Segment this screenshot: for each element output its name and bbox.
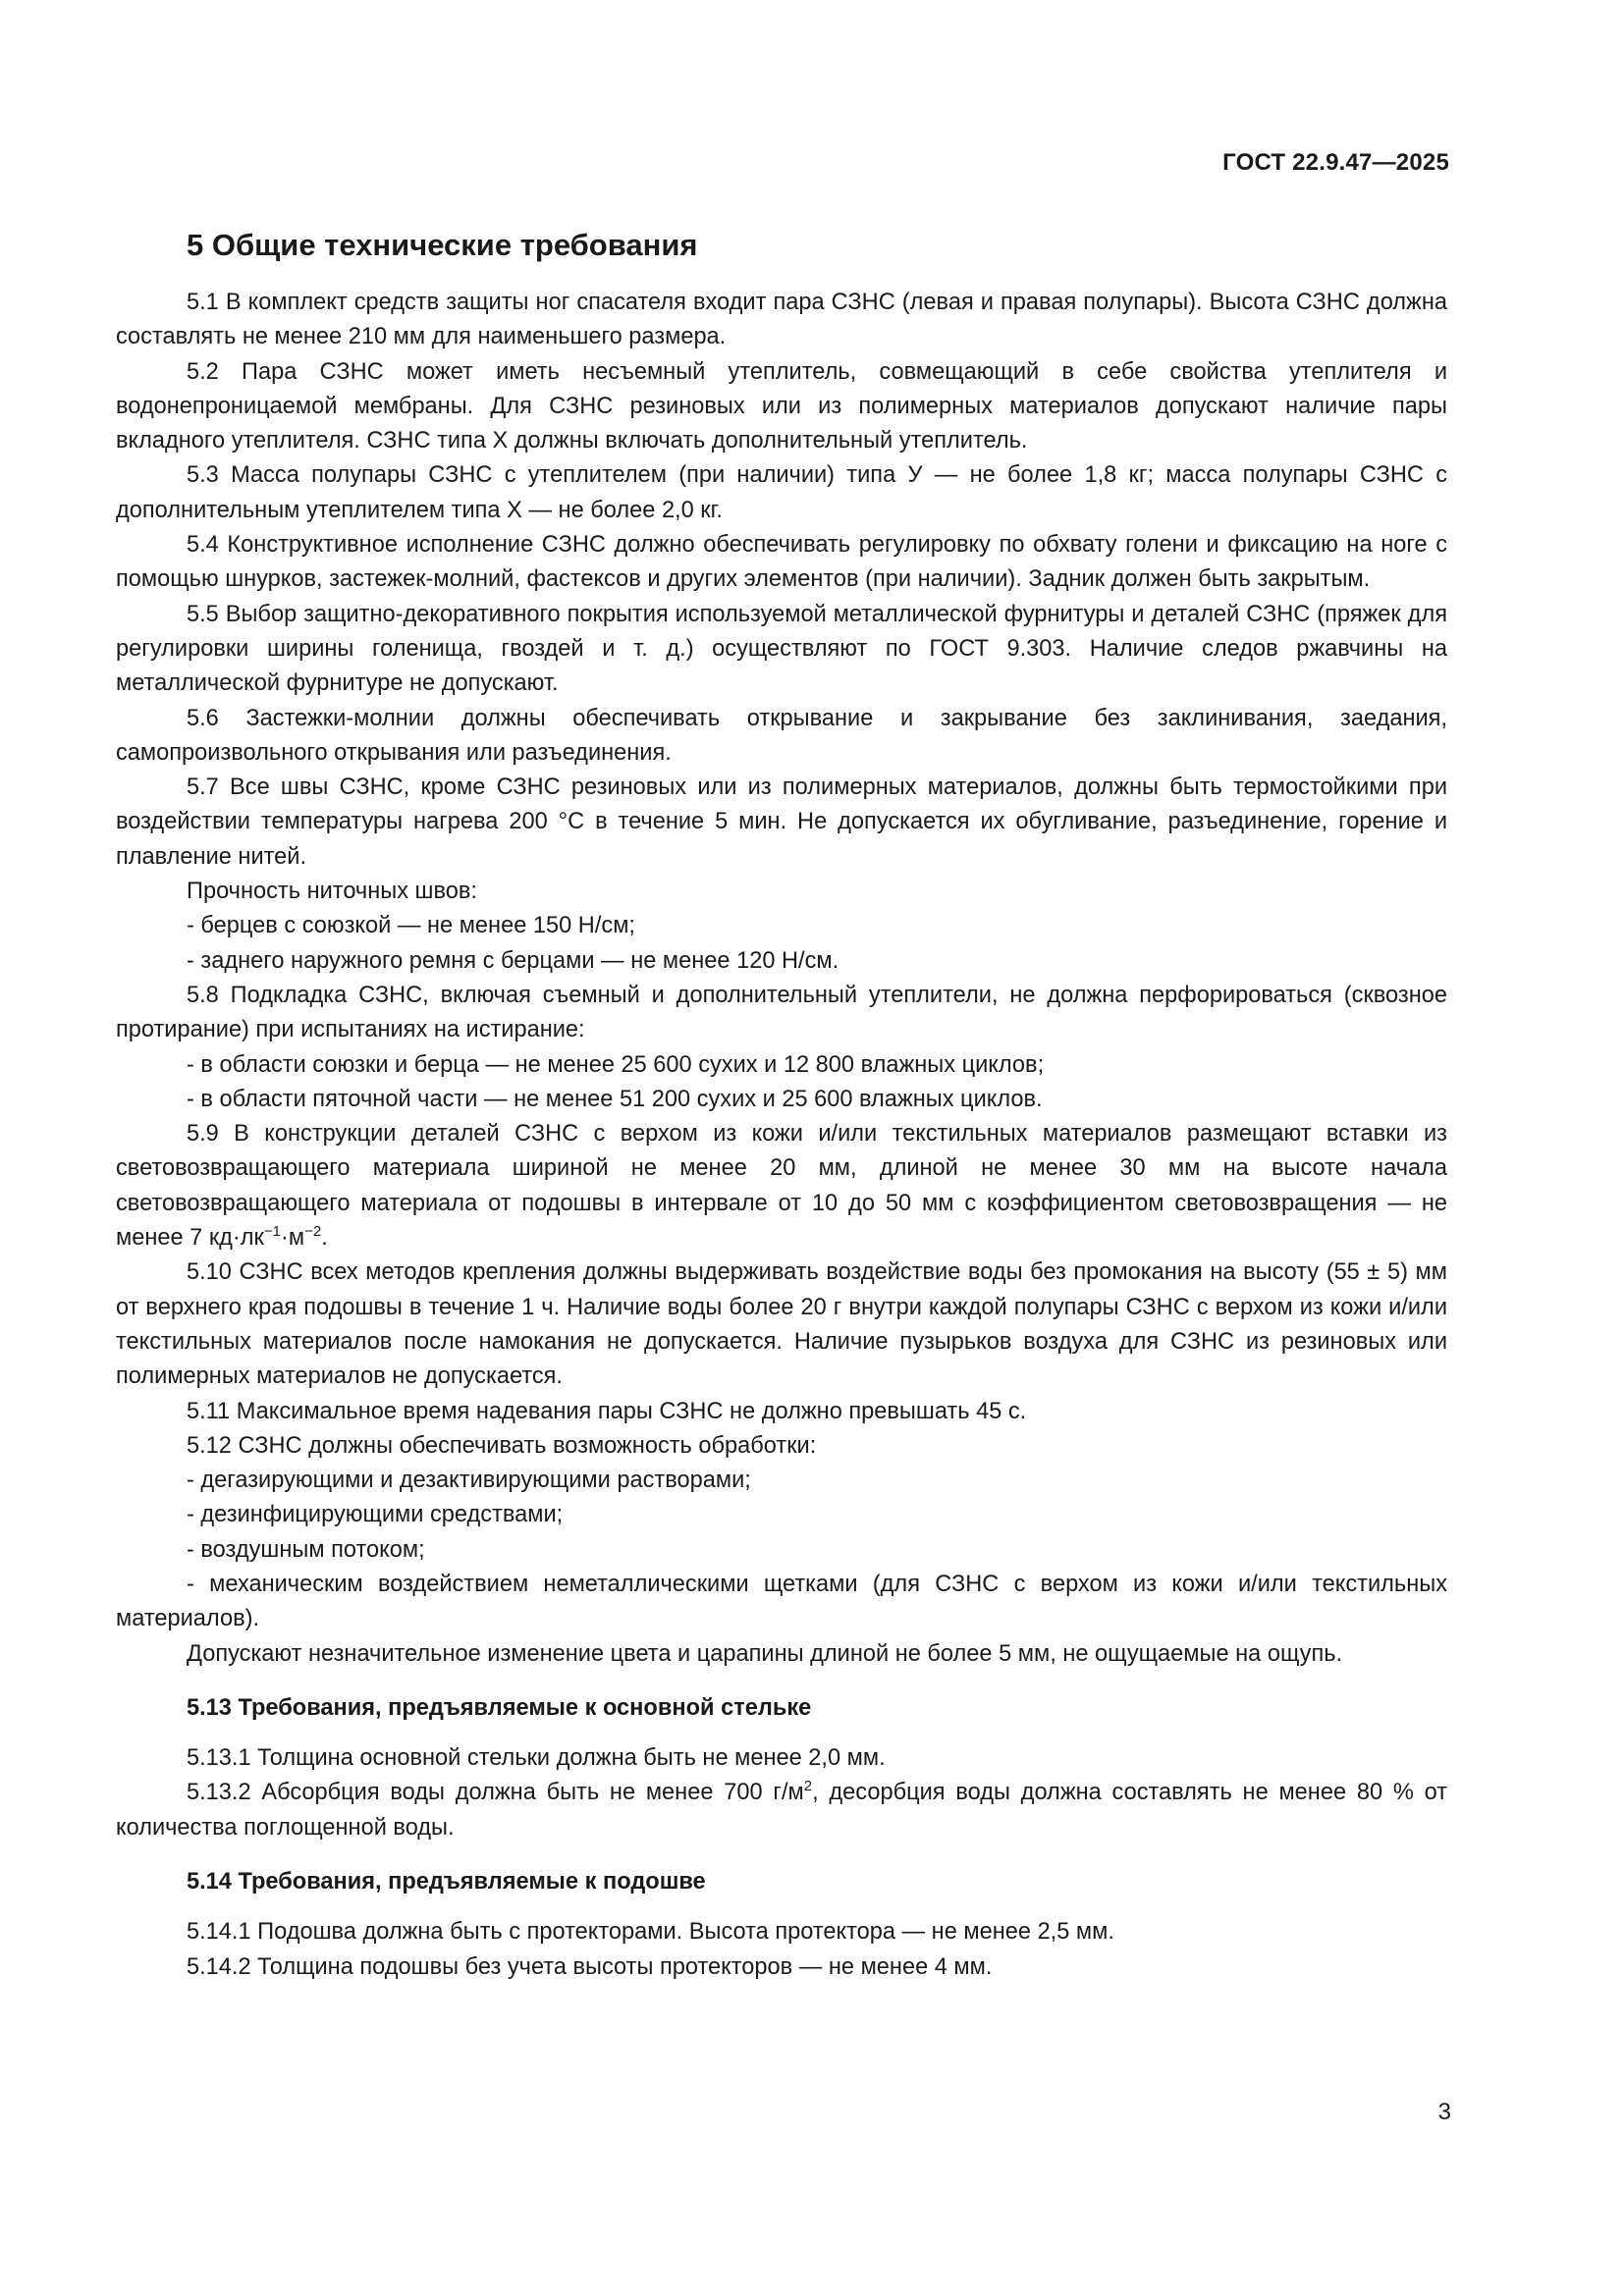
list-item: - заднего наружного ремня с берцами — не менее 120 Н/см. <box>187 947 839 974</box>
paragraph-5-5: 5.5 Выбор защитно-декоративного покрытия используемой металлической фурнитуры и деталей СЗНС (пряжек для регулировки ширины голенища, гвоздей и т. д.) осуществляют по ГОСТ 9.303. Наличие следов ржавчины на металлической фурнитуре не допускают. <box>116 601 1447 697</box>
list-item: - в области пяточной части — не менее 51 200 сухих и 25 600 влажных циклов. <box>187 1086 1043 1112</box>
paragraph-5-9-text: 5.9 В конструкции деталей СЗНС с верхом из кожи и/или текстильных материалов размещают вставки из световозвращающего материала шириной не менее 20 мм, длиной не менее 30 мм на высоте начала световозвращающего материала от подошвы в интервале от 10 до 50 мм с коэффициентом световозвращения — не менее 7 кд·лк <box>116 1121 1447 1252</box>
subsection-title-5-13: 5.13 Требования, предъявляемые к основной стельке <box>187 1694 812 1721</box>
paragraph-5-9-end: . <box>321 1225 328 1252</box>
paragraph-5-8: 5.8 Подкладка СЗНС, включая съемный и дополнительный утеплители, не должна перфорироваться (сквозное протирание) при испытаниях на истирание: <box>116 982 1447 1043</box>
list-item: - дезинфицирующими средствами; <box>187 1502 564 1528</box>
superscript: −1 <box>263 1223 281 1241</box>
paragraph-5-10: 5.10 СЗНС всех методов крепления должны выдерживать воздействие воды без промокания на высоту (55 ± 5) мм от верхнего края подошвы в течение 1 ч. Наличие воды более 20 г внутри каждой полупары СЗНС с верхом из кожи и/или текстильных материалов после намокания не допускается. Наличие пузырьков воздуха для СЗНС из резиновых или полимерных материалов не допускается. <box>116 1259 1447 1390</box>
list-item: - берцев с союзкой — не менее 150 Н/см; <box>187 913 635 939</box>
superscript: 2 <box>803 1778 813 1795</box>
list-item: - в области союзки и берца — не менее 25 600 сухих и 12 800 влажных циклов; <box>187 1051 1045 1078</box>
page-number: 3 <box>1437 2099 1451 2125</box>
subsection-title-5-14: 5.14 Требования, предъявляемые к подошве <box>187 1869 706 1896</box>
paragraph-5-9 <box>116 1117 1447 1255</box>
paragraph-5-13-2 <box>116 1776 1447 1845</box>
paragraph-5-12: 5.12 СЗНС должны обеспечивать возможность обработки: <box>187 1432 817 1459</box>
section-title: 5 Общие технические требования <box>187 228 698 262</box>
paragraph-5-13-2-text: 5.13.2 Абсорбция воды должна быть не менее 700 г/м <box>187 1780 804 1806</box>
list-item: - механическим воздействием неметаллическими щетками (для СЗНС с верхом из кожи и/или текстильных материалов). <box>116 1571 1447 1632</box>
paragraph-5-2: 5.2 Пара СЗНС может иметь несъемный утеплитель, совмещающий в себе свойства утеплителя и водонепроницаемой мембраны. Для СЗНС резиновых или из полимерных материалов допускают наличие пары вкладного утеплителя. СЗНС типа Х должны включать дополнительный утеплитель. <box>116 358 1447 454</box>
paragraph-5-1: 5.1 В комплект средств защиты ног спасателя входит пара СЗНС (левая и правая полупары). Высота СЗНС должна составлять не менее 210 мм для наименьшего размера. <box>116 290 1447 350</box>
section-body <box>116 286 1447 1985</box>
paragraph-5-13-2-rest: , десорбция воды должна составлять не менее 80 % от количества поглощенной воды. <box>116 1780 1447 1841</box>
paragraph-5-4: 5.4 Конструктивное исполнение СЗНС должно обеспечивать регулировку по обхвату голени и фиксацию на ноге с помощью шнурков, застежек-молний, фастексов и других элементов (при наличии). Задник должен быть закрытым. <box>116 532 1447 593</box>
paragraph-5-12-note: Допускают незначительное изменение цвета и царапины длиной не более 5 мм, не ощущаемые на ощупь. <box>187 1640 1343 1667</box>
document-code-header: ГОСТ 22.9.47—2025 <box>1222 149 1449 176</box>
paragraph-5-13-1: 5.13.1 Толщина основной стельки должна быть не менее 2,0 мм. <box>187 1745 886 1772</box>
paragraph-5-14-2: 5.14.2 Толщина подошвы без учета высоты протекторов — не менее 4 мм. <box>187 1953 993 1980</box>
paragraph-5-14-1: 5.14.1 Подошва должна быть с протекторами. Высота протектора — не менее 2,5 мм. <box>187 1919 1114 1946</box>
paragraph-5-9-unit: ·м <box>281 1225 305 1252</box>
paragraph-5-7: 5.7 Все швы СЗНС, кроме СЗНС резиновых или из полимерных материалов, должны быть термостойкими при воздействии температуры нагрева 200 °С в течение 5 мин. Не допускается их обугливание, разъединение, горение и плавление нитей. <box>116 774 1447 870</box>
paragraph-5-3: 5.3 Масса полупары СЗНС с утеплителем (при наличии) типа У — не более 1,8 кг; масса полупары СЗНС с дополнительным утеплителем типа Х — не более 2,0 кг. <box>116 462 1447 523</box>
paragraph-5-11: 5.11 Максимальное время надевания пары СЗНС не должно превышать 45 с. <box>187 1398 1027 1424</box>
list-item: - дегазирующими и дезактивирующими растворами; <box>187 1468 751 1494</box>
superscript: −2 <box>304 1223 322 1241</box>
paragraph-5-7-strength: Прочность ниточных швов: <box>187 879 477 905</box>
list-item: - воздушным потоком; <box>187 1536 425 1563</box>
paragraph-5-6: 5.6 Застежки-молнии должны обеспечивать открывание и закрывание без заклинивания, заедания, самопроизвольного открывания или разъединения. <box>116 705 1447 766</box>
